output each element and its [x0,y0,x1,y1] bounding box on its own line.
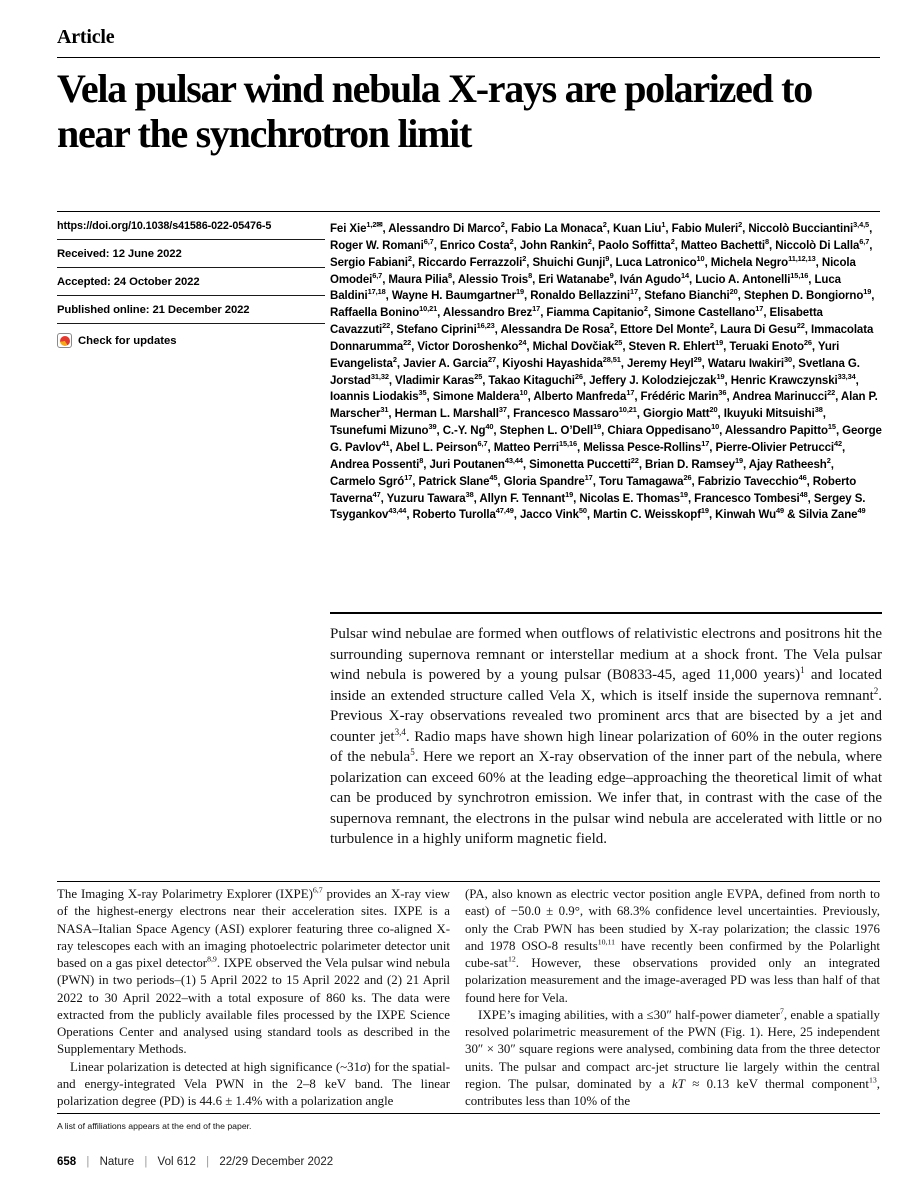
author-affiliation-superscript: 20 [709,405,718,415]
author-affiliation-superscript: 2 [587,237,592,247]
author-affiliation-superscript: 2 [826,455,831,465]
author: Fabio La Monaca$^2$ [510,220,607,235]
author-affiliation-superscript: 19 [700,506,709,516]
author: Elisabetta Cavazzuti$^{22}$ [330,307,823,337]
author: Victor Doroshenko$^{24}$ [417,338,527,353]
author-affiliation-superscript: 49 [776,506,785,516]
author: Jeffery J. Kolodziejczak$^{19}$ [589,371,725,387]
author-affiliation-superscript: 9 [609,270,614,280]
author-affiliation-superscript: 9 [605,253,610,263]
reference-superscript: 5 [410,747,415,757]
author-affiliation-superscript: 15,16 [558,439,577,449]
body-column-right [465,886,880,1110]
body-bottom-rule [57,1113,880,1114]
author-affiliation-superscript: 24 [518,338,527,348]
author: John Rankin$^2$ [519,237,592,252]
author: Francesco Massaro$^{10,21}$ [513,405,637,421]
check-for-updates-button[interactable] [57,324,325,348]
author: Kiyoshi Hayashida$^{28,51}$ [502,354,621,370]
author-affiliation-superscript: 26 [803,338,812,348]
author-affiliation-superscript: 10 [696,253,705,263]
author-affiliation-superscript: 17 [532,304,541,314]
author-affiliation-superscript: 19 [515,287,524,297]
author: Steven R. Ehlert$^{19}$ [628,338,724,353]
footer-journal: Nature [99,1156,135,1168]
author: Roberto Taverna$^{47}$ [330,475,857,505]
author: Simonetta Puccetti$^{22}$ [529,455,639,471]
author-affiliation-superscript: 22 [796,321,805,331]
author-affiliation-superscript: 22 [403,338,412,348]
author: Lucio A. Antonelli$^{15,16}$ [695,270,809,286]
author-affiliation-superscript: 15,16 [790,270,809,280]
author-affiliation-superscript: 14 [680,270,689,280]
footer-separator: | [144,1156,148,1168]
abstract-text: Pulsar wind nebulae are formed when outflows of relativistic electrons and positrons hit the surrounding supernova remnant or interstellar medium at a shock front. The Vela pulsar wind nebula is powered by a young pulsar (B0833-45, aged 11,000 years)$^1$ and located inside an extended structure called Vela X, which is itself inside the supernova remnant$^2$. Previous X-ray observations revealed two prominent arcs that are bisected by a jet and counter jet$^{3,4}$. Radio maps have shown high linear polarization of 60% in the outer regions of the nebula$^5$. Here we report an X-ray observation of the inner part of the nebula, where polarization can exceed 60% at the leading edge–approaching the theoretical limit of what can be produced by synchrotron emission. We infer that, in contrast with the case of the supernova remnant, the electrons in the pulsar wind nebula are accelerated with little or no turbulence in a highly uniform magnetic field. [330,626,883,847]
author: Ronaldo Bellazzini$^{17}$ [530,287,639,303]
body-paragraph: Linear polarization is detected at high significance (~31σ) for the spatial- and energy-integrated Vela PWN in the 2–8 keV band. The linear polarization degree (PD) is 44.6 ± 1.4% with a polarization angle [57,1059,451,1108]
author: Yuzuru Tawara$^{38}$ [386,489,474,505]
author-affiliation-superscript: 19 [715,338,724,348]
author: Gloria Spandre$^{17}$ [503,472,593,488]
author-affiliation-superscript: 10,21 [419,304,438,314]
author: Toru Tamagawa$^{26}$ [598,472,692,488]
author-affiliation-superscript: 42 [834,439,843,449]
author: Luca Latronico$^{10}$ [615,253,705,269]
author-affiliation-superscript: 10 [711,422,720,432]
check-for-updates-label: Check for updates [78,334,177,347]
author: Alessandra De Rosa$^2$ [500,321,614,337]
author: Yuri Evangelista$^2$ [330,340,840,370]
article-metadata [57,212,325,348]
reference-superscript: 13 [868,1075,877,1085]
author-affiliation-superscript: 33,34 [837,371,856,381]
author-affiliation-superscript: 25 [474,371,483,381]
author: Frédéric Marin$^{36}$ [640,388,727,404]
author: Alan P. Marscher$^{31}$ [330,391,878,421]
author-affiliation-superscript: 2 [670,237,675,247]
author-affiliation-superscript: 22 [382,321,391,331]
author: Martin C. Weisskopf$^{19}$ [593,506,709,522]
author: Eri Watanabe$^9$ [538,270,614,286]
author: Michela Negro$^{11,12,13}$ [710,253,816,269]
author: Niccolò Bucciantini$^{3,4,5}$ [748,220,870,235]
author: Chiara Oppedisano$^{10}$ [607,422,720,438]
author: Teruaki Enoto$^{26}$ [729,338,812,353]
author: Jacco Vink$^{50}$ [520,506,587,522]
author: Matteo Bachetti$^8$ [680,237,770,252]
author-affiliation-superscript: 17 [626,388,635,398]
page-title: Vela pulsar wind nebula X-rays are polarized to near the synchrotron limit [57,66,812,156]
author-affiliation-superscript: 47,49 [495,506,514,516]
author-affiliation-superscript: 40 [485,422,494,432]
author-affiliation-superscript: 20 [729,287,738,297]
body-column-left [57,886,450,1110]
affiliation-note: A list of affiliations appears at the end of the paper. [57,1121,252,1131]
author: Francesco Tombesi$^{48}$ [694,489,808,505]
author-affiliation-superscript: 10,21 [618,405,637,415]
author-affiliation-superscript: 22 [630,455,639,465]
reference-superscript: 12 [507,954,516,964]
author-affiliation-superscript: 2 [609,321,614,331]
author: Melissa Pesce-Rollins$^{17}$ [583,439,710,454]
body-paragraph: The Imaging X-ray Polarimetry Explorer (IXPE)$^{6,7}$ provides an X-ray view of the highest-energy electrons near their acceleration sites. IXPE is a NASA–Italian Space Agency (ASI) explorer featuring three co-aligned X-ray telescopes each with an imaging photoelectric polarimeter detector unit based on a gas pixel detector$^{8,9}$. IXPE observed the Vela pulsar wind nebula (PWN) in two periods–(1) 5 April 2022 to 15 April 2022 and (2) 21 April 2022 to 30 April 2022–with a total exposure of 860 ks. The data were extracted from the publicly available files processed by the IXPE Science Operations Center and analysed using standard tools as described in the Supplementary Methods. [57,885,450,1057]
author: Simone Maldera$^{10}$ [432,388,528,404]
author-affiliation-superscript: 2 [509,237,514,247]
author: Svetlana G. Jorstad$^{31,32}$ [330,357,860,387]
footer-page-number: 658 [57,1156,77,1168]
author-affiliation-superscript: 17 [629,287,639,297]
author-affiliation-superscript: 1 [661,220,666,230]
footer-volume: Vol 612 [157,1156,196,1168]
abstract [330,612,882,850]
reference-superscript: 3,4 [394,726,406,737]
author-affiliation-superscript: 43,44 [388,506,407,516]
reference-superscript: 10,11 [597,937,615,947]
author-list: Fei Xie$^{1,2✉}$, Alessandro Di Marco$^2$, Fabio La Monaca$^2$, Kuan Liu$^1$, Fabio Muleri$^2$, Niccolò Bucciantini$^{3,4,5}$, Roger W. Romani$^{6,7}$, Enrico Costa$^2$, John Rankin$^2$, Paolo Soffitta$^2$, Matteo Bachetti$^8$, Niccolò Di Lalla$^{6,7}$, Sergio Fabiani$^2$, Riccardo Ferrazzoli$^2$, Shuichi Gunji$^9$, Luca Latronico$^{10}$, Michela Negro$^{11,12,13}$, Nicola Omodei$^{6,7}$, Maura Pilia$^8$, Alessio Trois$^8$, Eri Watanabe$^9$, Iván Agudo$^{14}$, Lucio A. Antonelli$^{15,16}$, Luca Baldini$^{17,18}$, Wayne H. Baumgartner$^{19}$, Ronaldo Bellazzini$^{17}$, Stefano Bianchi$^{20}$, Stephen D. Bongiorno$^{19}$, Raffaella Bonino$^{10,21}$, Alessandro Brez$^{17}$, Fiamma Capitanio$^2$, Simone Castellano$^{17}$, Elisabetta Cavazzuti$^{22}$, Stefano Ciprini$^{16,23}$, Alessandra De Rosa$^2$, Ettore Del Monte$^2$, Laura Di Gesu$^{22}$, Immacolata Donnarumma$^{22}$, Victor Doroshenko$^{24}$, Michal Dovčiak$^{25}$, Steven R. Ehlert$^{19}$, Teruaki Enoto$^{26}$, Yuri Evangelista$^2$, Javier A. Garcia$^{27}$, Kiyoshi Hayashida$^{28,51}$, Jeremy Heyl$^{29}$, Wataru Iwakiri$^{30}$, Svetlana G. Jorstad$^{31,32}$, Vladimir Karas$^{25}$, Takao Kitaguchi$^{26}$, Jeffery J. Kolodziejczak$^{19}$, Henric Krawczynski$^{33,34}$, Ioannis Liodakis$^{35}$, Simone Maldera$^{10}$, Alberto Manfreda$^{17}$, Frédéric Marin$^{36}$, Andrea Marinucci$^{22}$, Alan P. Marscher$^{31}$, Herman L. Marshall$^{37}$, Francesco Massaro$^{10,21}$, Giorgio Matt$^{20}$, Ikuyuki Mitsuishi$^{38}$, Tsunefumi Mizuno$^{39}$, C.-Y. Ng$^{40}$, Stephen L. O’Dell$^{19}$, Chiara Oppedisano$^{10}$, Alessandro Papitto$^{15}$, George G. Pavlov$^{41}$, Abel L. Peirson$^{6,7}$, Matteo Perri$^{15,16}$, Melissa Pesce-Rollins$^{17}$, Pierre-Olivier Petrucci$^{42}$, Andrea Possenti$^8$, Juri Poutanen$^{43,44}$, Simonetta Puccetti$^{22}$, Brian D. Ramsey$^{19}$, Ajay Ratheesh$^2$, Carmelo Sgró$^{17}$, Patrick Slane$^{45}$, Gloria Spandre$^{17}$, Toru Tamagawa$^{26}$, Fabrizio Tavecchio$^{46}$, Roberto Taverna$^{47}$, Yuzuru Tawara$^{38}$, Allyn F. Tennant$^{19}$, Nicolas E. Thomas$^{19}$, Francesco Tombesi$^{48}$, Sergey S. Tsygankov$^{43,44}$, Roberto Turolla$^{47,49}$, Jacco Vink$^{50}$, Martin C. Weisskopf$^{19}$, Kinwah Wu$^{49}$ & Silvia Zane$^{49}$ [330,220,882,522]
author: Stephen D. Bongiorno$^{19}$ [743,287,872,303]
author-affiliation-superscript: 38 [814,405,823,415]
author-affiliation-superscript: 8 [765,237,770,247]
author-affiliation-superscript: 17,18 [367,287,386,297]
author-affiliation-superscript: 48 [799,489,808,499]
author-affiliation-superscript: 19 [593,422,602,432]
author-affiliation-superscript: 17 [755,304,764,314]
author: Pierre-Olivier Petrucci$^{42}$ [715,439,843,454]
author-affiliation-superscript: 19 [565,489,574,499]
author-affiliation-superscript: 37 [498,405,507,415]
kicker-rule [57,57,880,58]
author: Stefano Bianchi$^{20}$ [644,287,738,303]
author: Maura Pilia$^8$ [388,270,453,286]
author-affiliation-superscript: 39 [428,422,437,432]
author-affiliation-superscript: 25 [614,338,623,348]
author: Henric Krawczynski$^{33,34}$ [730,371,856,387]
footer-separator: | [206,1156,210,1168]
author: Matteo Perri$^{15,16}$ [493,439,577,454]
author-affiliation-superscript: 6,7 [423,237,434,247]
accepted-date: Accepted: 24 October 2022 [57,268,325,296]
author: Ajay Ratheesh$^2$ [748,455,831,471]
author: Kuan Liu$^1$ [612,220,666,235]
author-affiliation-superscript: 8 [419,455,424,465]
author: Laura Di Gesu$^{22}$ [720,321,805,337]
author-affiliation-superscript: 50 [578,506,587,516]
footer-separator: | [86,1156,90,1168]
author: Immacolata Donnarumma$^{22}$ [330,324,874,353]
author: Stefano Ciprini$^{16,23}$ [396,321,495,337]
author-affiliation-superscript: 19 [679,489,688,499]
author: C.-Y. Ng$^{40}$ [442,422,494,438]
author: Simone Castellano$^{17}$ [654,304,764,320]
author: George G. Pavlov$^{41}$ [330,425,882,454]
author: Wataru Iwakiri$^{30}$ [707,354,793,370]
author-affiliation-superscript: 19 [734,455,743,465]
author: Vladimir Karas$^{25}$ [395,371,483,387]
author-affiliation-superscript: 43,44 [504,455,523,465]
author: Herman L. Marshall$^{37}$ [394,405,507,421]
author-affiliation-superscript: 17 [404,472,413,482]
author: Ioannis Liodakis$^{35}$ [330,388,427,404]
author-affiliation-superscript: 27 [487,354,496,364]
footer-date: 22/29 December 2022 [219,1156,334,1168]
author-affiliation-superscript: 2 [738,220,743,230]
doi-link[interactable]: https://doi.org/10.1038/s41586-022-05476-5 [57,212,325,240]
article-kicker: Article [57,26,115,48]
author-affiliation-superscript: 31 [380,405,389,415]
author: Andrea Marinucci$^{22}$ [732,388,836,404]
author-affiliation-superscript: 3,4,5 [853,220,870,230]
author-affiliation-superscript: 2 [500,220,505,230]
author-affiliation-superscript: 10 [519,388,528,398]
author-affiliation-superscript: 38 [465,489,474,499]
author-affiliation-superscript: 26 [683,472,692,482]
author-affiliation-superscript: 8 [448,270,453,280]
author: Jeremy Heyl$^{29}$ [626,354,702,370]
author: Takao Kitaguchi$^{26}$ [488,371,583,387]
author: Roger W. Romani$^{6,7}$ [330,237,434,252]
author-affiliation-superscript: 30 [784,354,793,364]
author-affiliation-superscript: 6,7 [477,439,488,449]
author: Niccolò Di Lalla$^{6,7}$ [775,237,870,252]
author: Alessandro Papitto$^{15}$ [724,422,836,438]
author-affiliation-superscript: 47 [372,489,381,499]
author: Fei Xie$^{1,2✉}$ [330,220,383,235]
author-affiliation-superscript: 2 [602,220,607,230]
author-affiliation-superscript: 19 [716,371,725,381]
author: Giorgio Matt$^{20}$ [643,405,718,421]
author-affiliation-superscript: 6,7 [859,237,870,247]
author-affiliation-superscript: 22 [827,388,836,398]
author-affiliation-superscript: 16,23 [476,321,495,331]
author-affiliation-superscript: 31,32 [370,371,389,381]
reference-superscript: 1 [800,665,805,675]
author: Iván Agudo$^{14}$ [619,270,689,286]
author-affiliation-superscript: 35 [418,388,427,398]
author: Alessandro Brez$^{17}$ [442,304,541,320]
author: Shuichi Gunji$^9$ [532,253,610,269]
author: Fabrizio Tavecchio$^{46}$ [697,472,807,488]
author: Carmelo Sgró$^{17}$ [330,472,413,488]
author: Brian D. Ramsey$^{19}$ [645,455,743,471]
author: Riccardo Ferrazzoli$^2$ [418,253,527,269]
author-affiliation-superscript: 17 [584,472,593,482]
author: Abel L. Peirson$^{6,7}$ [395,439,488,454]
author: Nicolas E. Thomas$^{19}$ [579,489,688,505]
author: Fiamma Capitanio$^2$ [546,304,648,320]
author-affiliation-superscript: 8 [528,270,533,280]
author: Kinwah Wu$^{49}$ [715,506,785,522]
author: Luca Baldini$^{17,18}$ [330,273,841,303]
author-affiliation-superscript: 36 [718,388,727,398]
reference-superscript: 2 [873,685,879,696]
author: Juri Poutanen$^{43,44}$ [429,455,523,471]
author: Patrick Slane$^{45}$ [418,472,498,488]
received-date: Received: 12 June 2022 [57,240,325,268]
author: Andrea Possenti$^8$ [330,455,424,471]
body-paragraph: IXPE’s imaging abilities, with a ≤30″ half-power diameter$^7$, enable a spatially resolved polarimetric measurement of the PWN (Fig. 1). Here, 25 independent 30″ × 30″ square regions were analysed, combining data from the three detector units. The pulsar and compact arc-jet structure lie largely within the central region. The pulsar, dominated by a kT ≈ 0.13 keV thermal component$^{13}$, contributes less than 10% of the [465,1006,880,1108]
author-affiliation-superscript: 15 [827,422,836,432]
author-affiliation-superscript: 29 [693,354,702,364]
author: Michal Dovčiak$^{25}$ [532,338,623,353]
author-affiliation-superscript: 2 [392,354,397,364]
author-affiliation-superscript: 11,12,13 [788,253,816,263]
author-affiliation-superscript: 26 [574,371,583,381]
author-affiliation-superscript: 2 [407,253,412,263]
author: Alberto Manfreda$^{17}$ [533,388,635,404]
author: Nicola Omodei$^{6,7}$ [330,256,856,286]
body-top-rule [57,881,880,882]
author-affiliation-superscript: 45 [489,472,498,482]
published-date: Published online: 21 December 2022 [57,296,325,324]
author: Javier A. Garcia$^{27}$ [403,354,496,370]
author: Silvia Zane$^{49}$ [798,506,866,522]
author: Ikuyuki Mitsuishi$^{38}$ [723,405,823,421]
author: Fabio Muleri$^2$ [671,220,743,235]
author: Enrico Costa$^2$ [439,237,514,252]
author: Paolo Soffitta$^2$ [597,237,675,252]
author: Alessandro Di Marco$^2$ [388,220,505,235]
author-affiliation-superscript: 2 [709,321,714,331]
body-paragraph: (PA, also known as electric vector position angle EVPA, defined from north to east) of −50.0 ± 0.9°, with 68.3% confidence level uncertainties. Previously, only the Crab PWN has been studied by X-ray polarization; the classic 1976 and 1978 OSO-8 results$^{10,11}$ have recently been confirmed by the Polarlight cube-sat$^{12}$. However, these observations provided only an integrated polarization measurement and the image-averaged PD was less than half of that found here for Vela. [465,887,880,1005]
reference-superscript: 7 [780,1006,784,1016]
author: Alessio Trois$^8$ [457,270,533,286]
author: Tsunefumi Mizuno$^{39}$ [330,422,437,438]
crossmark-circle-icon [57,333,72,348]
author-affiliation-superscript: 19 [863,287,872,297]
author: Ettore Del Monte$^2$ [620,321,714,337]
author-affiliation-superscript: 2 [643,304,648,314]
author-affiliation-superscript: 2 [522,253,527,263]
author: Roberto Turolla$^{47,49}$ [412,506,514,522]
author: Wayne H. Baumgartner$^{19}$ [391,287,524,303]
author-affiliation-superscript: 6,7 [372,270,383,280]
author-affiliation-superscript: 46 [798,472,807,482]
author: Sergey S. Tsygankov$^{43,44}$ [330,492,866,522]
author-affiliation-superscript: 41 [381,439,390,449]
reference-superscript: 6,7 [312,885,323,895]
author: Raffaella Bonino$^{10,21}$ [330,304,438,320]
author: Allyn F. Tennant$^{19}$ [479,489,574,505]
page-footer [57,1156,333,1168]
author-affiliation-superscript: 17 [701,439,710,449]
author-affiliation-superscript: 49 [857,506,866,516]
author-affiliation-superscript: 28,51 [602,354,621,364]
reference-superscript: 8,9 [207,954,217,964]
author-affiliation-superscript: 1,2✉ [366,220,383,230]
author: Stephen L. O’Dell$^{19}$ [499,422,602,438]
author: Sergio Fabiani$^2$ [330,253,412,269]
